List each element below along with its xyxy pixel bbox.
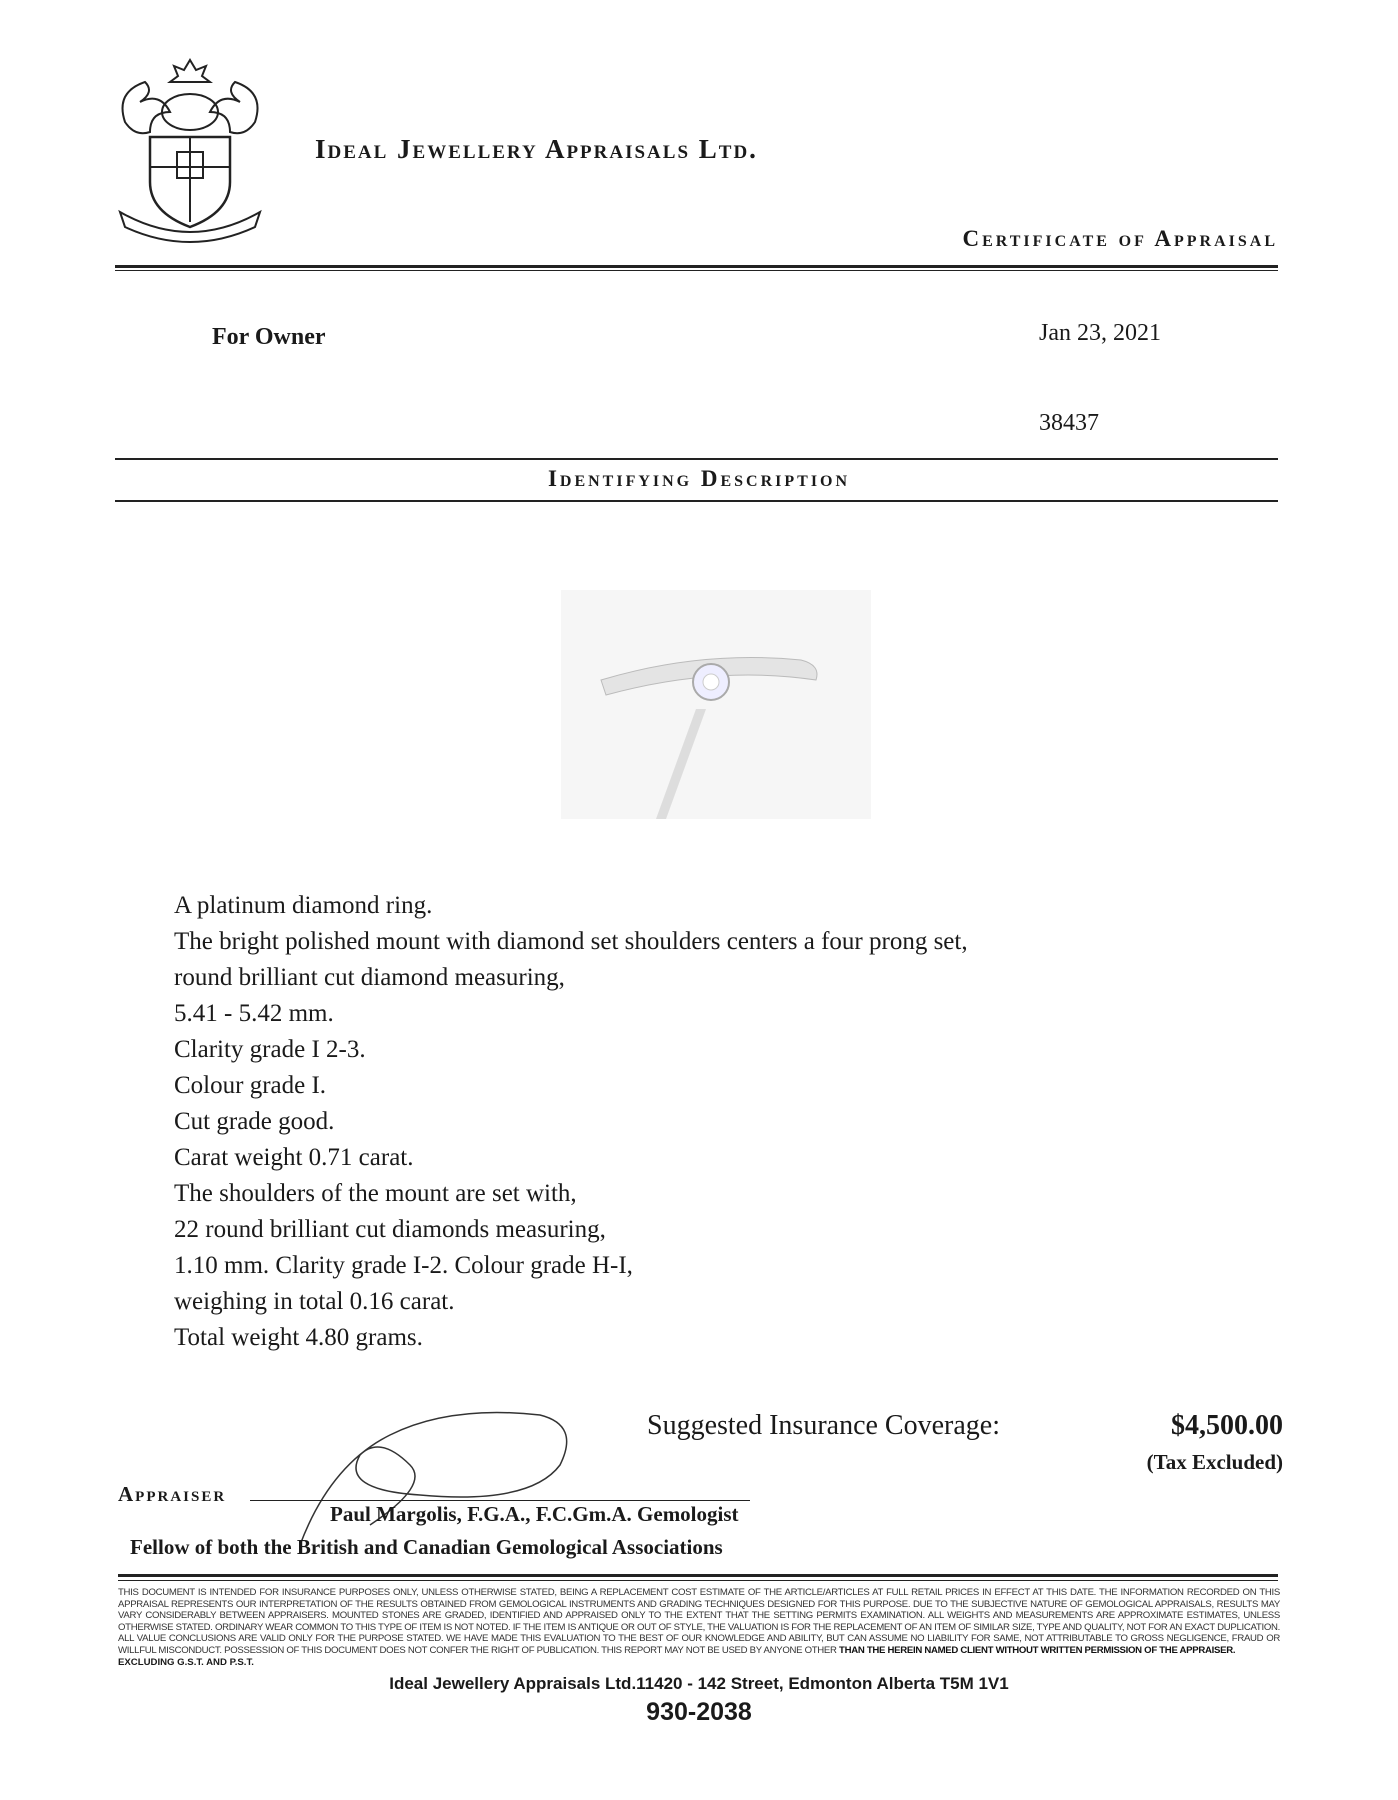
description-line: 1.10 mm. Clarity grade I-2. Colour grade H-I, — [174, 1252, 633, 1279]
description-line: Total weight 4.80 grams. — [174, 1324, 423, 1351]
description-line: A platinum diamond ring. — [174, 892, 433, 919]
description-line: Carat weight 0.71 carat. — [174, 1144, 414, 1171]
appraiser-name: Paul Margolis, F.G.A., F.C.Gm.A. Gemologist — [330, 1502, 739, 1526]
tax-exclusion: EXCLUDING G.S.T. AND P.S.T. — [118, 1657, 254, 1668]
item-description — [174, 888, 968, 1356]
description-line: weighing in total 0.16 carat. — [174, 1288, 455, 1315]
appraiser-fellowship: Fellow of both the British and Canadian Gemological Associations — [130, 1535, 723, 1559]
description-line: The bright polished mount with diamond set shoulders centers a four prong set, — [174, 928, 968, 955]
disclaimer-end: THAN THE HEREIN NAMED CLIENT WITHOUT WRITTEN PERMISSION OF THE APPRAISER. — [839, 1644, 1236, 1656]
section-title: Identifying Description — [547, 466, 851, 491]
recipient: For Owner — [212, 324, 326, 350]
signature — [240, 1385, 570, 1555]
divider — [115, 458, 1278, 460]
insurance-amount: $4,500.00 — [1171, 1410, 1283, 1441]
description-line: The shoulders of the mount are set with, — [174, 1180, 577, 1207]
description-line: round brilliant cut diamond measuring, — [174, 964, 565, 991]
description-line: Cut grade good. — [174, 1108, 335, 1135]
footer-address: Ideal Jewellery Appraisals Ltd.11420 - 142 Street, Edmonton Alberta T5M 1V1 — [389, 1674, 1009, 1693]
disclaimer-text: THIS DOCUMENT IS INTENDED FOR INSURANCE PURPOSES ONLY, UNLESS OTHERWISE STATED, BEING A REPLACEMENT COST ESTIMATE OF THE ARTICLE/ARTICLES AT FULL RETAIL PRICES IN EFFECT AT THIS DATE. THE INFORMATION RECORDED ON THIS APPRAISAL REPRESENTS OUR INTERPRETATION OF THE RESULTS OBTAINED FROM GEMOLOGICAL INSTRUMENTS AND GRADING TECHNIQUES DESIGNED FOR THIS PURPOSE. DUE TO THE SUBJECTIVE NATURE OF GEMOLOGICAL APPRAISALS, RESULTS MAY VARY CONSIDERABLY BETWEEN APPRAISERS. MOUNTED STONES ARE GRADED, IDENTIFIED AND APPRAISED ONLY TO THE EXTENT THAT THE SETTING PERMITS EXAMINATION. ALL WEIGHTS AND MEASUREMENTS ARE APPROXIMATE ESTIMATES, UNLESS OTHERWISE STATED. ORDINARY WEAR COMMON TO THIS TYPE OF ITEM IS NOT NOTED. IF THE ITEM IS ANTIQUE OR OUT OF STYLE, THE VALUATION IS FOR THE REPLACEMENT OF AN ITEM OF SIMILAR SIZE, TYPE AND QUALITY, NOT FOR AN EXACT DUPLICATION. ALL VALUE CONCLUSIONS ARE VALID ONLY FOR THE PURPOSE STATED. WE HAVE MADE THIS EVALUATION TO THE BEST OF OUR KNOWLEDGE AND ABILITY, BUT CAN ASSUME NO LIABILITY FOR SAME, NOT ATTRIBUTABLE TO GROSS NEGLIGENCE, FRAUD OR WILLFUL MISCONDUCT. POSSESSION OF THIS DOCUMENT DOES NOT CONFER THE RIGHT OF PUBLICATION. THIS REPORT MAY NOT BE USED BY ANYONE OTHER — [118, 1587, 1280, 1656]
footer-section — [118, 1587, 1280, 1727]
disclaimer — [118, 1587, 1280, 1656]
certificate-number: 38437 — [1039, 410, 1099, 436]
divider — [115, 500, 1278, 502]
divider — [115, 265, 1278, 268]
footer-phone: 930-2038 — [646, 1698, 752, 1726]
description-line: Colour grade I. — [174, 1072, 327, 1099]
divider — [118, 1574, 1278, 1577]
divider — [118, 1580, 1278, 1581]
tax-note: (Tax Excluded) — [1146, 1450, 1283, 1474]
description-line: 5.41 - 5.42 mm. — [174, 1000, 334, 1027]
company-name: Ideal Jewellery Appraisals Ltd. — [315, 134, 758, 164]
signature-line — [250, 1500, 750, 1501]
appraisal-date: Jan 23, 2021 — [1039, 320, 1161, 346]
description-line: 22 round brilliant cut diamonds measuring, — [174, 1216, 606, 1243]
appraiser-label: Appraiser — [118, 1482, 227, 1506]
coat-of-arms-logo — [115, 52, 265, 247]
document-type: Certificate of Appraisal — [962, 226, 1278, 251]
insurance-coverage-label: Suggested Insurance Coverage: — [647, 1410, 1000, 1441]
ring-photo — [561, 590, 871, 819]
divider — [115, 270, 1278, 271]
description-line: Clarity grade I 2-3. — [174, 1036, 366, 1063]
